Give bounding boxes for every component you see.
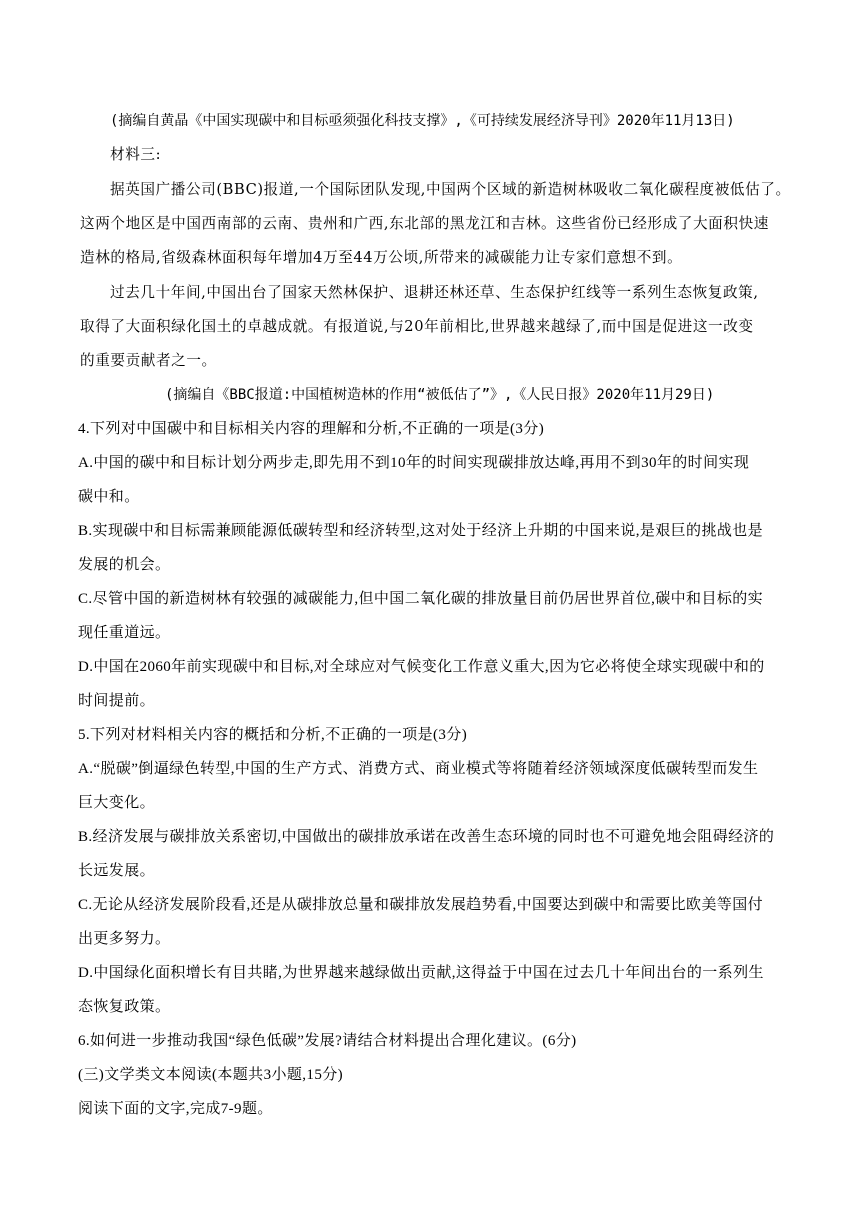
material3-paragraph1-line2: 这两个地区是中国西南部的云南、贵州和广西,东北部的黑龙江和吉林。这些省份已经形成了大面积快速 — [80, 215, 769, 232]
question4-option-a-line2: 碳中和。 — [78, 489, 140, 505]
question5-option-c-line1: C.无论从经济发展阶段看,还是从碳排放总量和碳排放发展趋势看,中国要达到碳中和需要比欧美等国付 — [78, 897, 764, 913]
question5-option-b-line1: B.经济发展与碳排放关系密切,中国做出的碳排放承诺在改善生态环境的同时也不可避免地会阻碍经济的 — [78, 829, 775, 845]
question4-option-c-line1: C.尽管中国的新造树林有较强的减碳能力,但中国二氧化碳的排放量目前仍居世界首位,碳中和目标的实 — [78, 591, 764, 607]
material3-source: (摘编自《BBC报道:中国植树造林的作用“被低估了”》,《人民日报》2020年11月29日) — [165, 387, 715, 403]
question4-option-b-line2: 发展的机会。 — [78, 557, 171, 573]
question5-stem: 5.下列对材料相关内容的概括和分析,不正确的一项是(3分) — [78, 727, 468, 743]
material3-paragraph2-line1: 过去几十年间,中国出台了国家天然林保护、退耕还林还草、生态保护红线等一系列生态恢复政策, — [110, 284, 759, 301]
question4-option-b-line1: B.实现碳中和目标需兼顾能源低碳转型和经济转型,这对处于经济上升期的中国来说,是艰巨的挑战也是 — [78, 523, 764, 539]
question5-option-d-line1: D.中国绿化面积增长有目共睹,为世界越来越绿做出贡献,这得益于中国在过去几十年间出台的一系列生 — [78, 965, 764, 981]
question4-option-d-line1: D.中国在2060年前实现碳中和目标,对全球应对气候变化工作意义重大,因为它必将使全球实现碳中和的 — [78, 659, 765, 675]
question5-option-c-line2: 出更多努力。 — [78, 931, 171, 947]
material3-paragraph2-line3: 的重要贡献者之一。 — [80, 352, 217, 369]
question5-option-d-line2: 态恢复政策。 — [78, 999, 171, 1015]
material3-paragraph1-line1: 据英国广播公司(BBC)报道,一个国际团队发现,中国两个区域的新造树林吸收二氧化碳程度被低估了。 — [110, 181, 791, 198]
question5-option-a-line1: A.“脱碳”倒逼绿色转型,中国的生产方式、消费方式、商业模式等将随着经济领域深度低碳转型而发生 — [78, 761, 759, 777]
section3-heading: (三)文学类文本阅读(本题共3小题,15分) — [78, 1067, 344, 1083]
question4-stem: 4.下列对中国碳中和目标相关内容的理解和分析,不正确的一项是(3分) — [78, 421, 545, 437]
material3-heading: 材料三: — [110, 146, 162, 163]
question6-stem: 6.如何进一步推动我国“绿色低碳”发展?请结合材料提出合理化建议。(6分) — [78, 1033, 577, 1049]
question4-option-a-line1: A.中国的碳中和目标计划分两步走,即先用不到10年的时间实现碳排放达峰,再用不到30年的时间实现 — [78, 455, 750, 471]
reading-instruction: 阅读下面的文字,完成7-9题。 — [78, 1101, 273, 1117]
material3-paragraph2-line2: 取得了大面积绿化国土的卓越成就。有报道说,与20年前相比,世界越来越绿了,而中国是促进这一改变 — [80, 318, 754, 335]
question5-option-b-line2: 长远发展。 — [78, 863, 156, 879]
question5-option-a-line2: 巨大变化。 — [78, 795, 156, 811]
question4-option-d-line2: 时间提前。 — [78, 693, 156, 709]
material2-source: (摘编自黄晶《中国实现碳中和目标亟须强化科技支撑》,《可持续发展经济导刊》2020年11月13日) — [110, 113, 735, 129]
question4-option-c-line2: 现任重道远。 — [78, 625, 171, 641]
material3-paragraph1-line3: 造林的格局,省级森林面积每年增加4万至44万公顷,所带来的减碳能力让专家们意想不到。 — [80, 249, 683, 266]
